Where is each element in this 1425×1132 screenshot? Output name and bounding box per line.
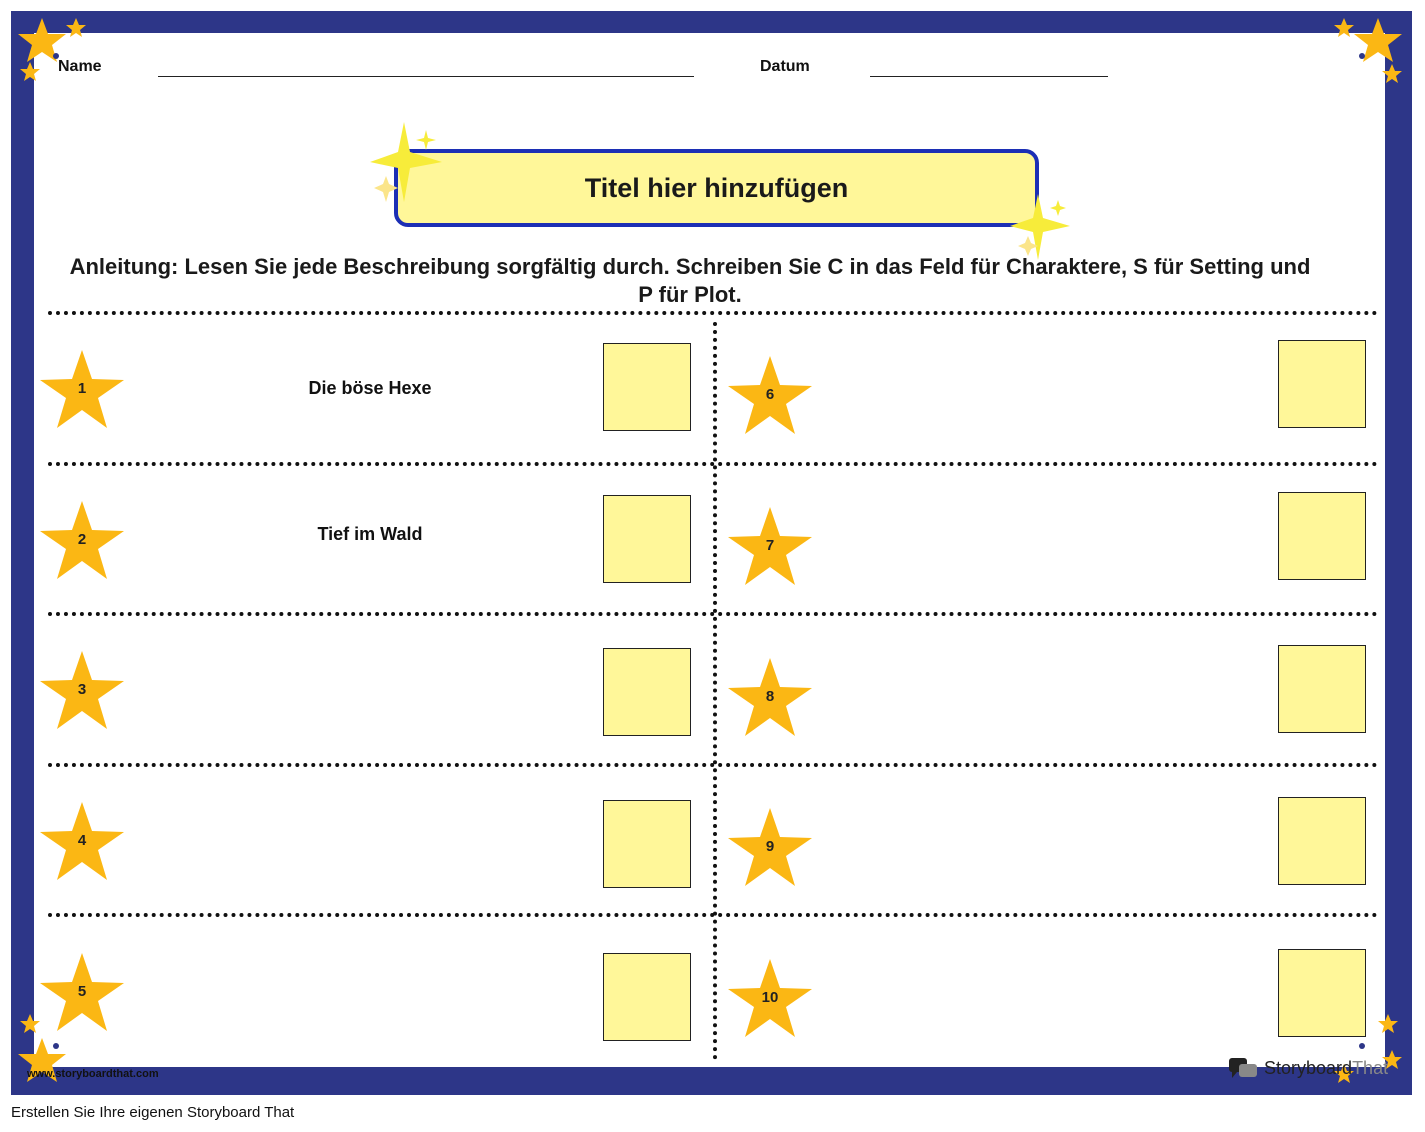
item-description: Tief im Wald — [317, 524, 423, 544]
title-box[interactable] — [394, 149, 1039, 227]
answer-box[interactable] — [1278, 949, 1366, 1037]
instructions — [40, 253, 1340, 309]
answer-box[interactable] — [1278, 340, 1366, 428]
star-icon — [40, 651, 124, 731]
item-number: 5 — [77, 983, 87, 1000]
item-description: Die böse Hexe — [308, 378, 432, 398]
date-label: Datum — [760, 58, 810, 75]
star-icon — [40, 501, 124, 581]
storyboardthat-logo[interactable] — [1228, 1056, 1388, 1080]
star-icon — [728, 507, 812, 587]
decor-dot — [1359, 53, 1365, 59]
date-field-line[interactable] — [870, 76, 1108, 77]
answer-box[interactable] — [1278, 492, 1366, 580]
item-number: 10 — [761, 989, 779, 1006]
answer-box[interactable] — [603, 343, 691, 431]
answer-box[interactable] — [1278, 797, 1366, 885]
footer-url[interactable]: www.storyboardthat.com — [27, 1068, 159, 1080]
decor-dot — [1359, 1043, 1365, 1049]
answer-box[interactable] — [603, 495, 691, 583]
brand-that: That — [1352, 1057, 1389, 1078]
star-icon — [40, 802, 124, 882]
instructions-text: für Plot. — [652, 282, 742, 307]
item-number: 9 — [765, 838, 775, 855]
instructions-code-s: S — [1133, 254, 1148, 279]
star-icon — [40, 953, 124, 1033]
star-icon — [728, 658, 812, 738]
brand-text — [1264, 1058, 1388, 1079]
row-divider — [48, 311, 1378, 315]
credit-link[interactable]: Erstellen Sie Ihre eigenen Storyboard That — [11, 1104, 295, 1121]
instructions-code-c: C — [827, 254, 844, 279]
item-number: 8 — [765, 688, 775, 705]
brand-main: Storyboard — [1264, 1057, 1353, 1078]
instructions-text: in das Feld für Charaktere, — [843, 254, 1134, 279]
item-number: 2 — [77, 531, 87, 548]
answer-box[interactable] — [603, 800, 691, 888]
item-number: 7 — [765, 537, 775, 554]
decor-dot — [53, 1043, 59, 1049]
instructions-code-p: P — [638, 282, 653, 307]
answer-box[interactable] — [603, 648, 691, 736]
answer-box[interactable] — [603, 953, 691, 1041]
instructions-text: für Setting und — [1147, 254, 1311, 279]
star-icon — [728, 356, 812, 436]
speech-bubble-icon — [1228, 1056, 1258, 1080]
star-icon — [40, 350, 124, 430]
title-text: Titel hier hinzufügen — [584, 172, 849, 203]
corner-stars-top-right — [1330, 14, 1410, 94]
item-number: 3 — [77, 681, 87, 698]
name-label: Name — [58, 58, 102, 75]
name-field-line[interactable] — [158, 76, 694, 77]
item-number: 6 — [765, 386, 775, 403]
item-number: 1 — [77, 380, 87, 397]
star-icon — [728, 808, 812, 888]
star-icon — [728, 959, 812, 1039]
answer-box[interactable] — [1278, 645, 1366, 733]
item-number: 4 — [77, 832, 87, 849]
instructions-text: Anleitung: Lesen Sie jede Beschreibung sorgfältig durch. Schreiben Sie — [69, 254, 828, 279]
column-divider — [713, 322, 717, 1060]
sparkle-icon — [366, 118, 450, 210]
